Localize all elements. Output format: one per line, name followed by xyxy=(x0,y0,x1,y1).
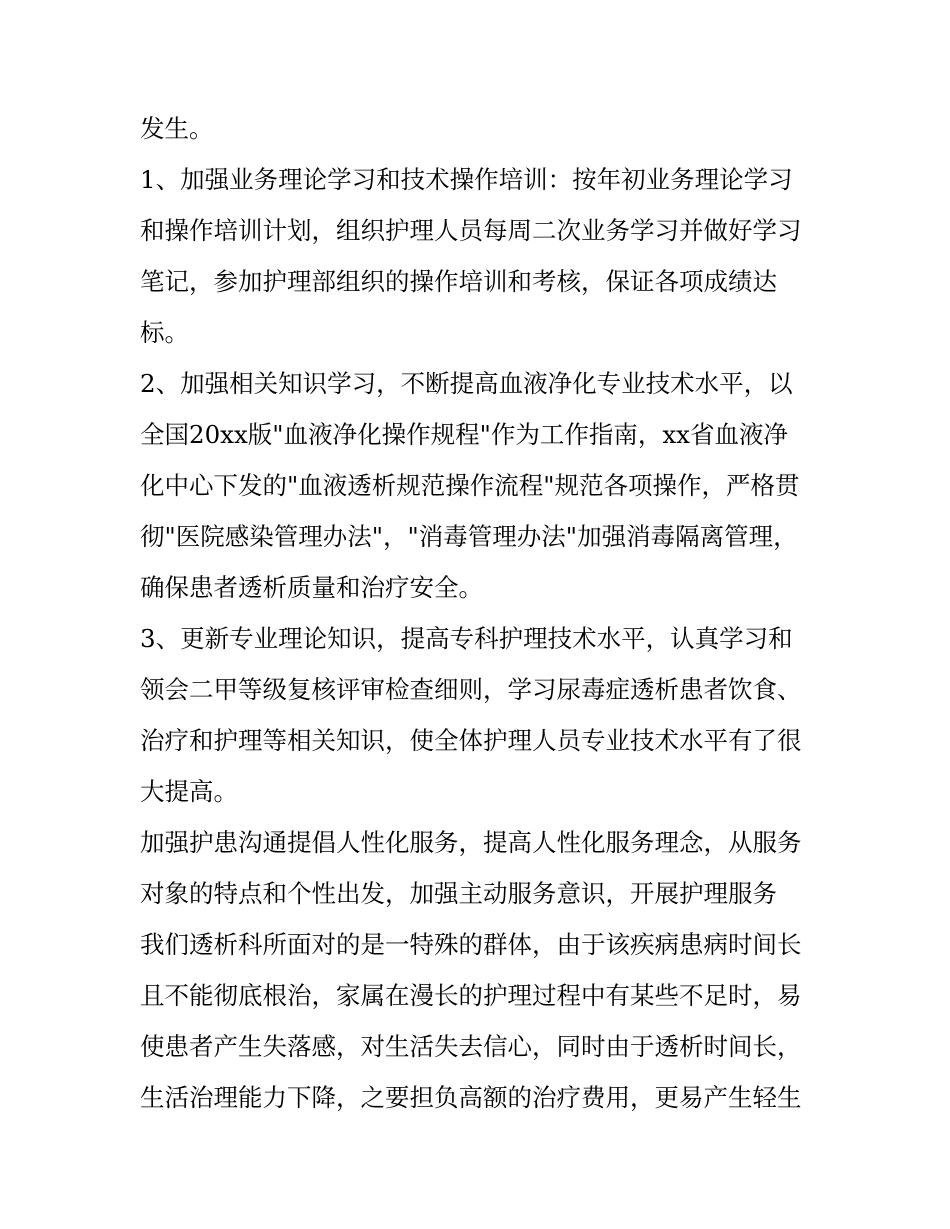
text-line: 对象的特点和个性出发，加强主动服务意识，开展护理服务 xyxy=(140,879,777,908)
text-line: 生活治理能力下降，之要担负高额的治疗费用，更易产生轻生 xyxy=(140,1083,802,1112)
text-line: 且不能彻底根治，家属在漫长的护理过程中有某些不足时，易 xyxy=(140,981,802,1010)
text-line: 使患者产生失落感，对生活失去信心，同时由于透析时间长， xyxy=(140,1032,802,1061)
text-line: 发生。 xyxy=(140,114,214,143)
text-line: 化中心下发的"血液透析规范操作流程"规范各项操作，严格贯 xyxy=(140,471,800,500)
text-line: 和操作培训计划，组织护理人员每周二次业务学习并做好学习 xyxy=(140,216,802,245)
text-line: 标。 xyxy=(140,318,189,347)
text-line: 1、加强业务理论学习和技术操作培训：按年初业务理论学习 xyxy=(140,165,793,194)
text-line: 治疗和护理等相关知识，使全体护理人员专业技术水平有了很 xyxy=(140,726,802,755)
text-line: 彻"医院感染管理办法"，"消毒管理办法"加强消毒隔离管理， xyxy=(140,522,798,551)
text-line: 大提高。 xyxy=(140,777,238,806)
text-line: 3、更新专业理论知识，提高专科护理技术水平，认真学习和 xyxy=(140,624,793,653)
text-line: 我们透析科所面对的是一特殊的群体，由于该疾病患病时间长 xyxy=(140,930,802,959)
text-line: 确保患者透析质量和治疗安全。 xyxy=(140,573,483,602)
text-line: 笔记，参加护理部组织的操作培训和考核，保证各项成绩达 xyxy=(140,267,777,296)
text-line: 领会二甲等级复核评审检查细则，学习尿毒症透析患者饮食、 xyxy=(140,675,802,704)
text-line: 全国20xx版"血液净化操作规程"作为工作指南，xx省血液净 xyxy=(140,420,788,449)
text-line: 2、加强相关知识学习，不断提高血液净化专业技术水平，以 xyxy=(140,369,793,398)
text-line: 加强护患沟通提倡人性化服务，提高人性化服务理念，从服务 xyxy=(140,828,802,857)
